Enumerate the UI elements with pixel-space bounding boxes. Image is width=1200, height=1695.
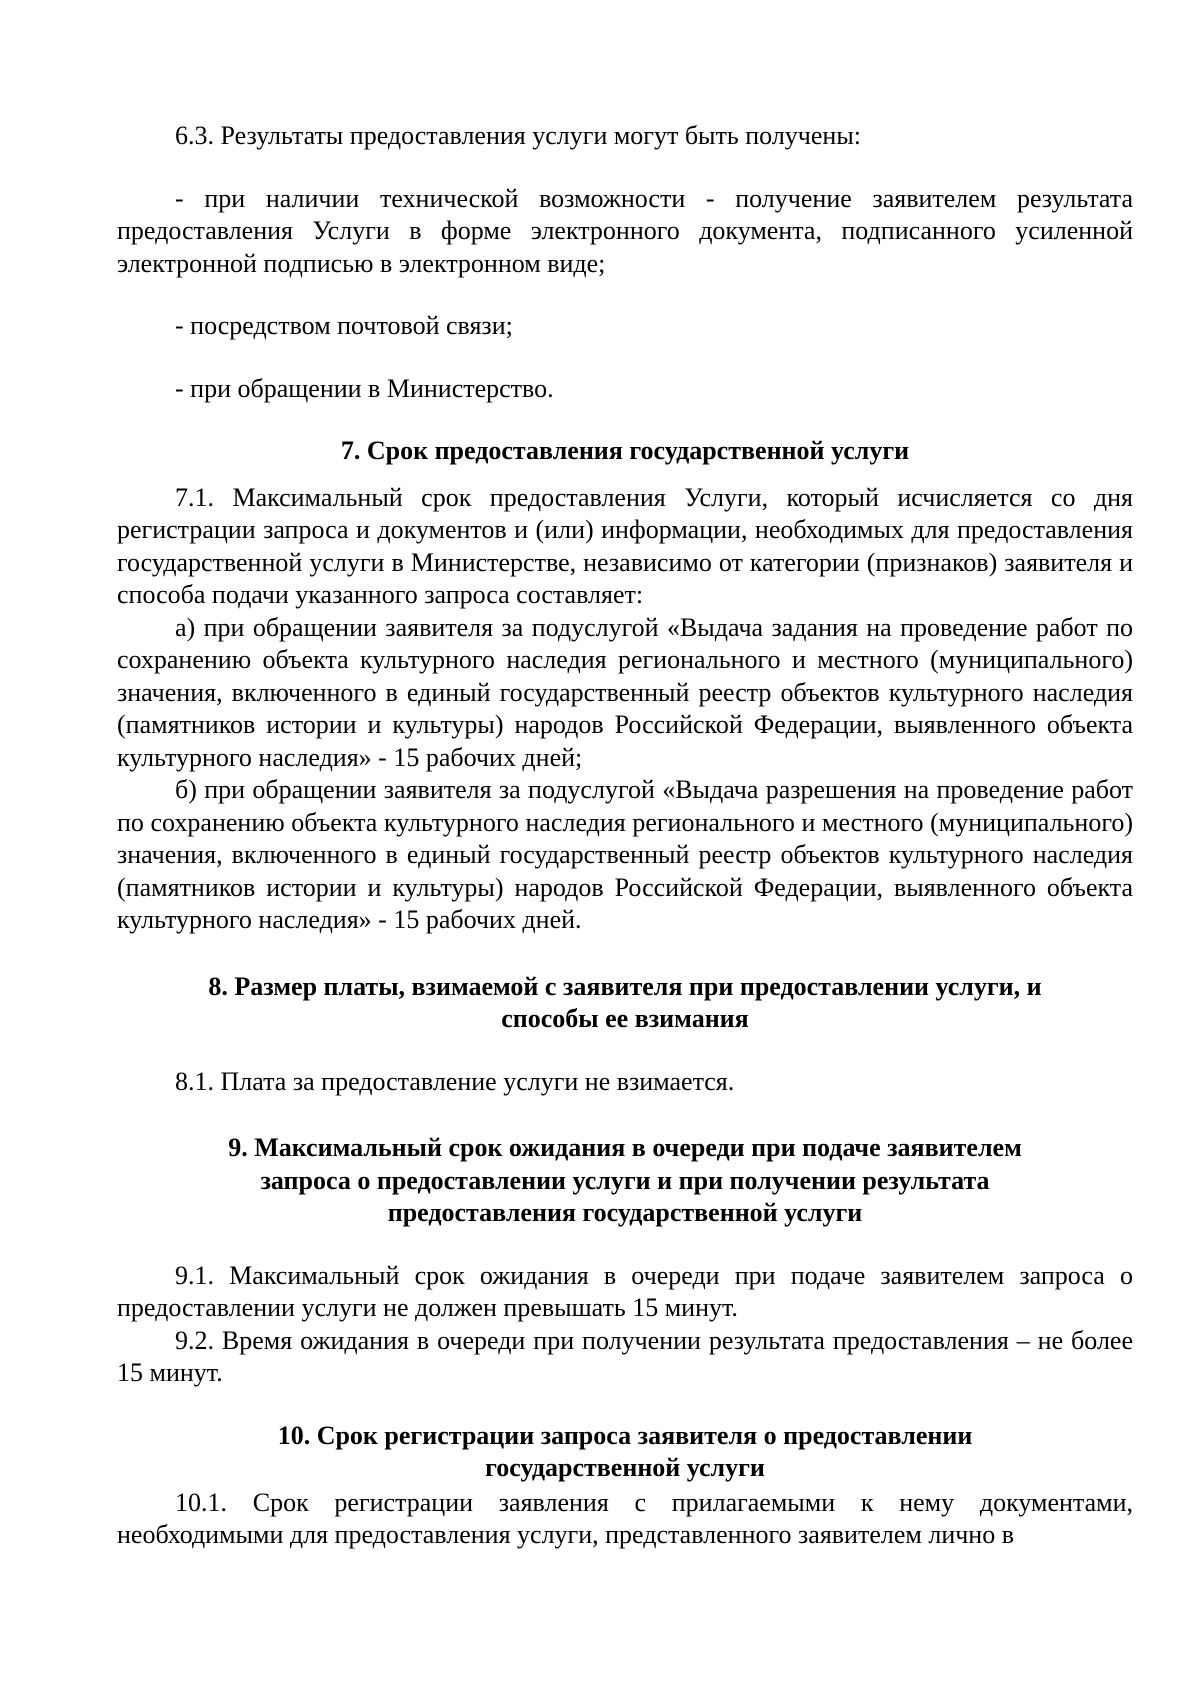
section-9-heading-line-2: запроса о предоставлении услуги и при получении результата bbox=[260, 1165, 990, 1195]
section-8-heading-line-1: 8. Размер платы, взимаемой с заявителя при предоставлении услуги, и bbox=[208, 971, 1042, 1001]
section-10-heading-line-1: 10. Срок регистрации запроса заявителя о предоставлении bbox=[277, 1420, 973, 1450]
paragraph-6-3-item-electronic: - при наличии технической возможности - получение заявителем результата предоставления Услуги в форме электронного документа, подписанного усиленной электронной подписью в электронном виде; bbox=[117, 183, 1133, 278]
paragraph-10-1: 10.1. Срок регистрации заявления с прилагаемыми к нему документами, необходимыми для предоставления услуги, представленного заявителем лично в bbox=[117, 1487, 1133, 1549]
paragraph-7-1: 7.1. Максимальный срок предоставления Услуги, который исчисляется со дня регистрации запроса и документов и (или) информации, необходимых для предоставления государственной услуги в Министерстве, независимо от категории (признаков) заявителя и способа подачи указанного запроса составляет: bbox=[117, 482, 1133, 609]
section-8-heading bbox=[117, 971, 1133, 1036]
paragraph-9-2: 9.2. Время ожидания в очереди при получении результата предоставления – не более 15 минут. bbox=[117, 1325, 1133, 1387]
document-page bbox=[117, 120, 1133, 1552]
section-9-heading-line-3: предоставления государственной услуги bbox=[387, 1198, 863, 1227]
section-9-heading bbox=[117, 1132, 1133, 1230]
paragraph-6-3-item-ministry: - при обращении в Министерство. bbox=[175, 373, 554, 403]
section-10-heading bbox=[117, 1420, 1133, 1485]
paragraph-6-3-item-post: - посредством почтовой связи; bbox=[175, 311, 513, 340]
paragraph-7-1-a: а) при обращении заявителя за подуслугой «Выдача задания на проведение работ по сохранению объекта культурного наследия регионального и местного (муниципального) значения, включенного в единый государственный реестр объектов культурного наследия (памятников истории и культуры) народов Российской Федерации, выявленного объекта культурного наследия» - 15 рабочих дней; bbox=[117, 612, 1133, 772]
paragraph-9-1: 9.1. Максимальный срок ожидания в очереди при подаче заявителем запроса о предоставлении услуги не должен превышать 15 минут. bbox=[117, 1260, 1133, 1322]
paragraph-6-3: 6.3. Результаты предоставления услуги могут быть получены: bbox=[175, 121, 862, 150]
section-10-heading-line-2: государственной услуги bbox=[485, 1453, 765, 1482]
paragraph-8-1: 8.1. Плата за предоставление услуги не взимается. bbox=[175, 1066, 735, 1096]
section-8-heading-line-2: способы ее взимания bbox=[501, 1004, 749, 1033]
section-9-heading-line-1: 9. Максимальный срок ожидания в очереди при подаче заявителем bbox=[228, 1133, 1022, 1162]
section-7-heading: 7. Срок предоставления государственной услуги bbox=[340, 436, 910, 465]
paragraph-7-1-b: б) при обращении заявителя за подуслугой «Выдача разрешения на проведение работ по сохранению объекта культурного наследия регионального и местного (муниципального) значения, включенного в единый государственный реестр объектов культурного наследия (памятников истории и культуры) народов Российской Федерации, выявленного объекта культурного наследия» - 15 рабочих дней. bbox=[117, 775, 1133, 934]
